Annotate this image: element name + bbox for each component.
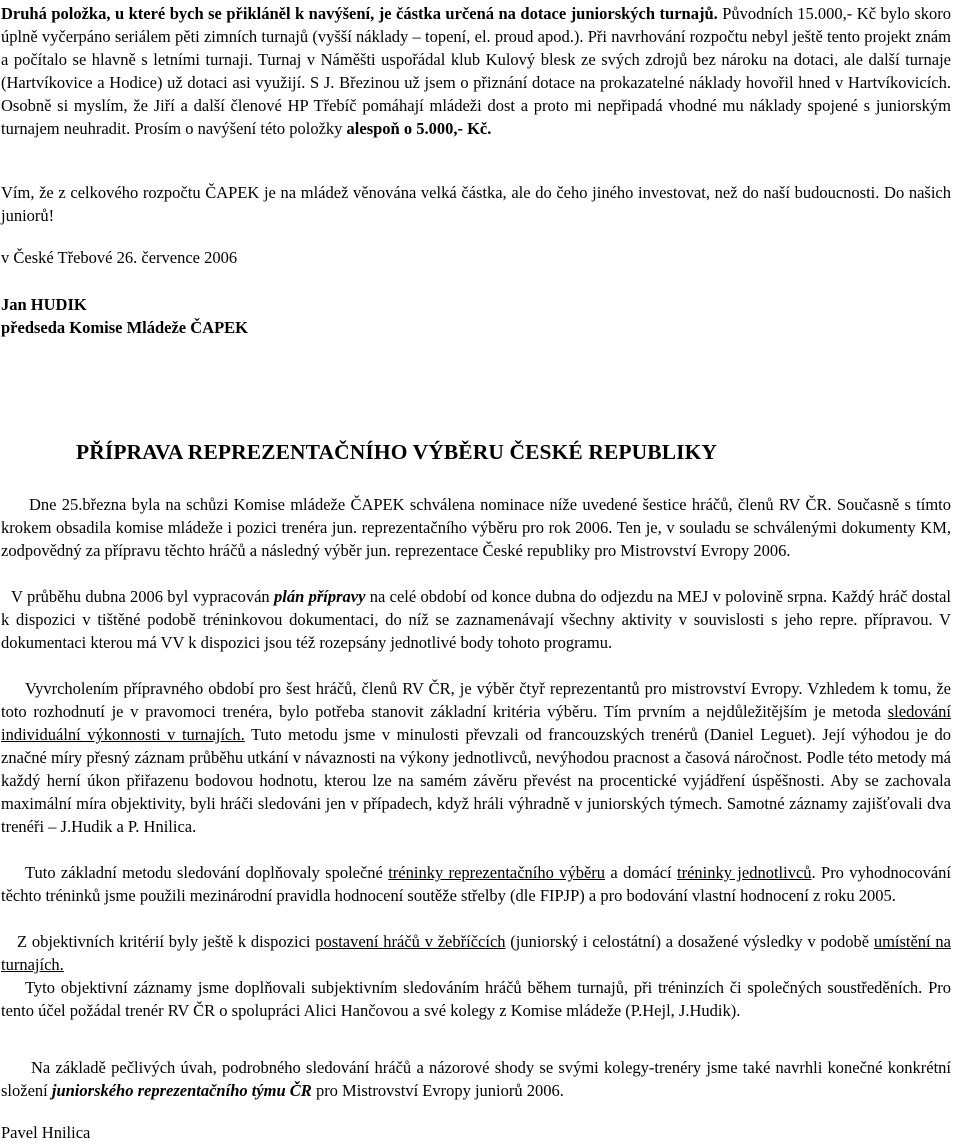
- team-training-underline: tréninky reprezentačního výběru: [388, 863, 606, 882]
- paragraph-text: Na základě pečlivých úvah, podrobného sledování hráčů a názorové shody se svými kolegy-trenéry jsme také navrhli konečné konkrétní složení: [1, 1058, 951, 1100]
- signature-name: Jan HUDIK: [1, 295, 87, 314]
- paragraph-text: pro Mistrovství Evropy juniorů 2006.: [311, 1081, 564, 1100]
- section-heading: PŘÍPRAVA REPREZENTAČNÍHO VÝBĚRU ČESKÉ REPUBLIKY: [76, 440, 718, 464]
- ranking-underline: postavení hráčů v žebříčcích: [315, 932, 506, 951]
- team-emphasis: juniorského reprezentačního týmu ČR: [51, 1081, 312, 1100]
- place-date: v České Třebové 26. července 2006: [1, 248, 238, 267]
- criteria-paragraph: [1, 677, 951, 838]
- paragraph-text: (juniorský i celostátní) a dosažené výsledky v podobě: [505, 932, 874, 951]
- plan-paragraph: [1, 585, 951, 654]
- paragraph-text: Původních 15.000,- Kč bylo skoro úplně vyčerpáno seriálem pěti zimních turnajů (vyšší náklady – topení, el. proud apod.). Při navrhování rozpočtu nebyl ještě tento projekt znám a počítalo se hlavně s letními turnaji. Turnaj v Náměšti uspořádal klub Kulový blesk ze svých zdrojů bez nároku na dotaci, ale další turnaje (Hartvíkovice a Hodice) už dotaci asi využijí. S J. Březinou už jsem o přiznání dotace na prokazatelné náklady hovořil hned v Hartvíkovicích. Osobně si myslím, že Jiří a další členové HP Třebíč pomáhají mládeži dost a proto mi nepřipadá vhodné mu náklady spojené s juniorským turnajem neuhradit. Prosím o navýšení této položky: [1, 4, 951, 138]
- closing-paragraph: Vím, že z celkového rozpočtu ČAPEK je na mládež věnována velká částka, ale do čeho jiného investovat, než do naší budoucnosti. Do našich juniorů!: [1, 183, 951, 225]
- nomination-paragraph: Dne 25.března byla na schůzi Komise mládeže ČAPEK schválena nominace níže uvedené šestice hráčů, členů RV ČR. Současně s tímto krokem obsadila komise mládeže i pozici trenéra jun. reprezentačního výběru pro rok 2006. Ten je, v souladu se schválenými dokumenty KM, zodpovědný za přípravu těchto hráčů a následný výběr jun. reprezentace České republiky pro Mistrovství Evropy 2006.: [1, 495, 951, 560]
- paragraph-text: Tuto metodu jsme v minulosti převzali od francouzských trenérů (Daniel Leguet). Její výhodou je do značné míry přesný záznam průběhu utkání v návaznosti na výkony jednotlivců, nevýhodou pracnost a časová náročnost. Podle této metody má každý herní úkon přiřazenu bodovou hodnotu, kterou lze na samém závěru převést na procentické vyjádření úspěšnosti. Aby se zachovala maximální míra objektivity, byli hráči sledováni jen v případech, když hráli výhradně v juniorských týmech. Samotné záznamy zajišťovali dva trenéři – J.Hudik a P. Hnilica.: [1, 725, 951, 836]
- subjective-paragraph: Tyto objektivní záznamy jsme doplňovali subjektivním sledováním hráčů během turnajů, při tréninzích či společných soustředěních. Pro tento účel požádal trenér RV ČR o spolupráci Alici Hančovou a své kolegy z Komise mládeže (P.Hejl, J.Hudik).: [1, 978, 951, 1020]
- paragraph-text: V průběhu dubna 2006 byl vypracován: [11, 587, 275, 606]
- paragraph-text: Z objektivních kritérií byly ještě k dispozici: [17, 932, 316, 951]
- bold-request: alespoň o 5.000,- Kč.: [346, 119, 492, 138]
- method-underline: sledování individuální výkonnosti v turnajích.: [1, 702, 951, 744]
- paragraph-text: na celé období od konce dubna do odjezdu na MEJ v polovině srpna. Každý hráč dostal k dispozici v tištěné podobě tréninkovou dokumentaci, do níž se zaznamenávají všechny aktivity v souvislosti s jeho repre. přípravou. V dokumentaci kterou má VV k dispozici jsou též rozepsány jednotlivé body tohoto programu.: [1, 587, 952, 652]
- placement-underline: umístění na turnajích.: [1, 932, 951, 974]
- ranking-paragraph: [1, 930, 951, 976]
- plan-emphasis: plán přípravy: [274, 587, 366, 606]
- individual-training-underline: tréninky jednotlivců: [676, 863, 812, 882]
- conclusion-paragraph: [1, 1056, 951, 1102]
- paragraph-text: Vyvrcholením přípravného období pro šest hráčů, členů RV ČR, je výběr čtyř reprezentantů pro mistrovství Evropy. Vzhledem k tomu, že toto rozhodnutí je v pravomoci trenéra, bylo potřeba stanovit základní kritéria výběru. Tím prvním a nejdůležitějším je metoda: [1, 679, 951, 721]
- paragraph-text: a domácí: [605, 863, 677, 882]
- paragraph-text: Tuto základní metodu sledování doplňovaly společné: [25, 863, 389, 882]
- signature-title: předseda Komise Mládeže ČAPEK: [1, 318, 249, 337]
- paragraph-text: . Pro vyhodnocování těchto tréninků jsme použili mezinárodní pravidla hodnocení soutěže střelby (dle FIPJP) a pro bodování vlastní hodnocení z roku 2005.: [1, 863, 952, 905]
- training-paragraph: [1, 861, 951, 907]
- author-name: Pavel Hnilica: [1, 1123, 91, 1142]
- bold-intro: Druhá položka, u které bych se přikláněl k navýšení, je částka určená na dotace juniorských turnajů.: [1, 4, 718, 23]
- budget-paragraph: [1, 2, 951, 140]
